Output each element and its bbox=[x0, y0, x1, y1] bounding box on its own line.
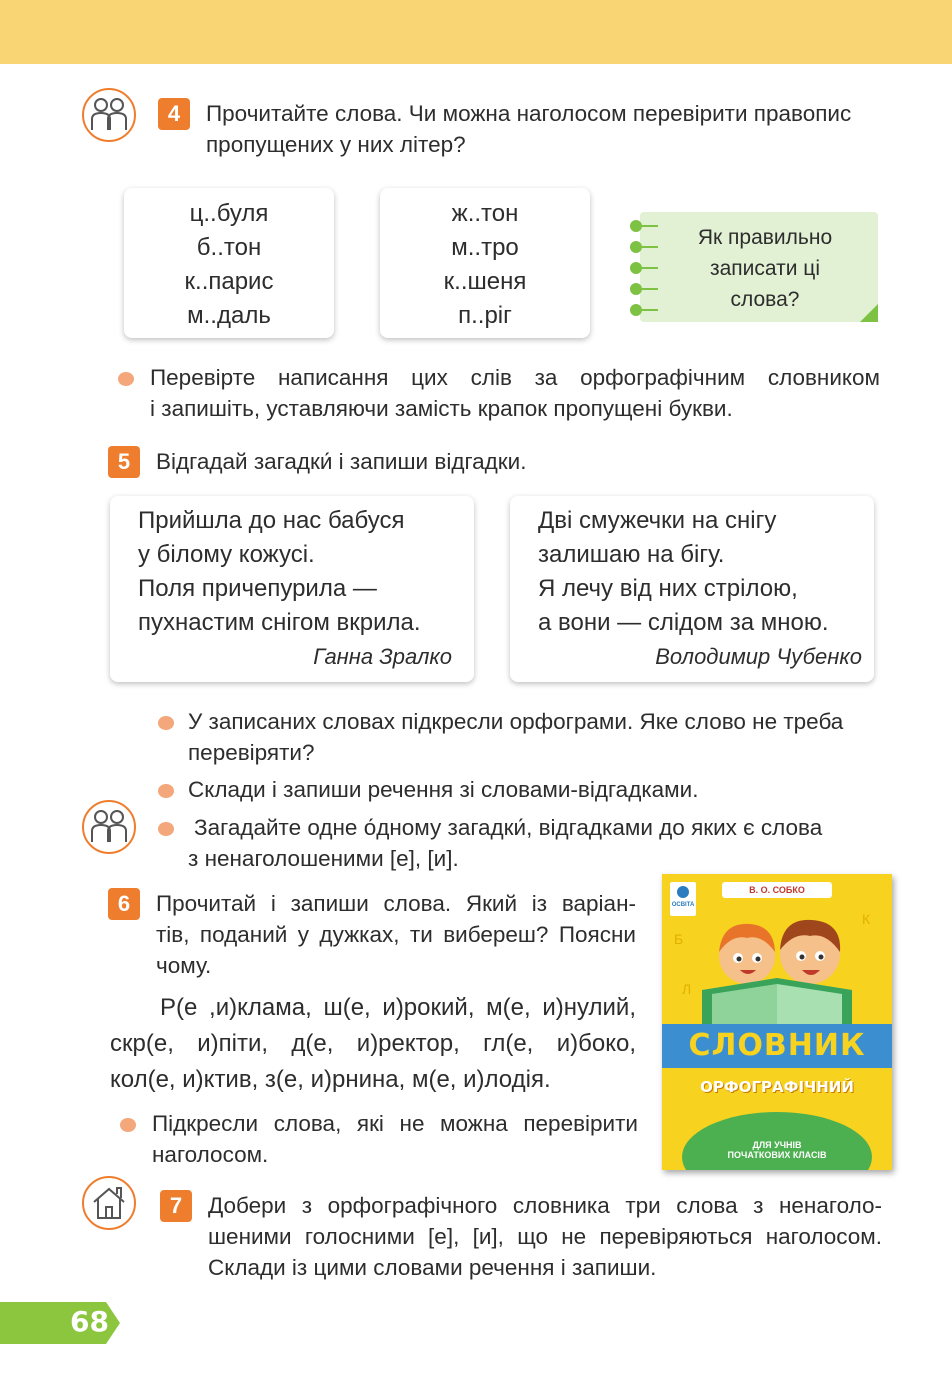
exercise-6-task-line-2: наголосом. bbox=[152, 1142, 269, 1167]
riddle-2-author: Володимир Чубенко bbox=[655, 644, 862, 669]
exercise-6-instruction bbox=[156, 888, 636, 981]
book-audience-line-2: ПОЧАТКОВИХ КЛАСІВ bbox=[727, 1150, 827, 1160]
header-band bbox=[0, 0, 952, 64]
riddle-card-1 bbox=[110, 496, 474, 682]
exercise-6-line-3: чому. bbox=[156, 953, 212, 978]
exercise-7-line-1: Добери з орфографічного словника три слова з ненаголо- bbox=[208, 1193, 882, 1218]
exercise-6-line-1: Прочитай і запиши слова. Який із варіан- bbox=[156, 891, 636, 916]
exercise-4-line-2: пропущених у них літер? bbox=[206, 132, 466, 157]
riddle-2-line: залишаю на бігу. bbox=[538, 541, 725, 568]
note-line: записати ці bbox=[709, 257, 820, 280]
riddle-card-2 bbox=[510, 496, 874, 682]
exercise-4-instruction bbox=[206, 98, 906, 160]
exercise-5-instruction: Відгадай загадки́ і запиши відгадки. bbox=[156, 449, 527, 474]
note-line: Як правильно bbox=[697, 226, 833, 249]
bullet-dot bbox=[158, 784, 174, 798]
book-author: В. О. СОБКО bbox=[722, 882, 832, 898]
bullet-dot bbox=[120, 1118, 136, 1132]
exercise-4-line-1: Прочитайте слова. Чи можна наголосом перевірити правопис bbox=[206, 101, 852, 126]
bullet-dot bbox=[118, 372, 134, 386]
pair-work-icon bbox=[82, 88, 136, 142]
word-card-1-item: б..тон bbox=[196, 234, 262, 261]
book-audience-line-1: ДЛЯ УЧНІВ bbox=[752, 1140, 802, 1150]
word-card-1 bbox=[124, 188, 334, 338]
word-card-2-item: м..тро bbox=[451, 234, 519, 261]
exercise-7-line-2: шеними голосними [е], [и], що не перевіряються наголосом. bbox=[208, 1224, 882, 1249]
question-note bbox=[640, 212, 878, 322]
svg-text:К: К bbox=[862, 911, 871, 927]
exercise-6-task-line-1: Підкресли слова, які не можна перевірити bbox=[152, 1111, 638, 1136]
book-publisher: ОСВІТА bbox=[671, 902, 695, 908]
word-card-2-item: к..шеня bbox=[443, 268, 527, 295]
pair-work-icon bbox=[82, 800, 136, 854]
riddle-1-line: Прийшла до нас бабуся bbox=[138, 507, 405, 534]
exercise-5-task-1-line-2: перевіряти? bbox=[188, 740, 315, 765]
note-binding-icon bbox=[630, 212, 664, 322]
word-card-1-item: ц..буля bbox=[189, 200, 269, 227]
page-number-tab bbox=[0, 1302, 120, 1344]
exercise-7-line-3: Склади із цими словами речення і запиши. bbox=[208, 1255, 657, 1280]
riddle-2-line: а вони — слідом за мною. bbox=[538, 609, 829, 636]
home-task-icon bbox=[82, 1176, 136, 1230]
children-reading-illustration bbox=[662, 894, 892, 1044]
word-card-1-item: м..даль bbox=[187, 302, 271, 329]
note-line: слова? bbox=[730, 288, 800, 311]
riddle-2-line: Дві смужечки на снігу bbox=[538, 507, 777, 534]
exercise-6-number: 6 bbox=[108, 888, 140, 920]
word-card-1-item: к..парис bbox=[184, 268, 274, 295]
exercise-4-task bbox=[150, 362, 880, 424]
word-card-2-item: п..ріг bbox=[458, 302, 512, 329]
exercise-6-line-2: тів, поданий у дужках, ти вибереш? Поясни bbox=[156, 922, 636, 947]
exercise-5-task-1-line-1: У записаних словах підкресли орфограми. Яке слово не треба bbox=[188, 709, 844, 734]
exercise-7-number: 7 bbox=[160, 1190, 192, 1222]
exercise-5-task-3-line-2: з ненаголошеними [е], [и]. bbox=[188, 846, 459, 871]
dictionary-book-cover bbox=[662, 874, 892, 1170]
exercise-7-instruction bbox=[208, 1190, 882, 1283]
exercise-6-words-line-1: Р(е ,и)клама, ш(е, и)рокий, м(е, и)нулий, bbox=[160, 994, 636, 1021]
note-corner-icon bbox=[860, 304, 878, 322]
exercise-4-task-line-2: і запишіть, уставляючи замість крапок пропущені букви. bbox=[150, 396, 733, 421]
page-number: 68 bbox=[70, 1305, 109, 1338]
bullet-dot bbox=[158, 822, 174, 836]
riddle-1-author: Ганна Зралко bbox=[313, 644, 452, 669]
book-badge bbox=[682, 1112, 872, 1170]
exercise-5-task-3-line-1: Загадайте одне о́дному загадки́, відгадками до яких є слова bbox=[194, 815, 823, 840]
book-title-band bbox=[662, 1024, 892, 1068]
exercise-5-task-1 bbox=[188, 706, 888, 768]
word-card-2 bbox=[380, 188, 590, 338]
exercise-6-task bbox=[152, 1108, 638, 1170]
bullet-dot bbox=[158, 716, 174, 730]
riddle-2-line: Я лечу від них стрілою, bbox=[538, 575, 798, 602]
exercise-4-number: 4 bbox=[158, 98, 190, 130]
exercise-6-words bbox=[110, 990, 636, 1098]
book-subtitle: ОРФОГРАФІЧНИЙ bbox=[700, 1078, 854, 1096]
book-title: СЛОВНИК bbox=[688, 1028, 866, 1063]
exercise-4-task-line-1: Перевірте написання цих слів за орфографічним словником bbox=[150, 365, 880, 390]
svg-text:Л: Л bbox=[682, 981, 692, 997]
exercise-6-words-line-2: скр(е, и)піти, д(е, и)ректор, гл(е, и)боко, bbox=[110, 1030, 636, 1057]
riddle-1-line: пухнастим снігом вкрила. bbox=[138, 609, 421, 636]
exercise-5-task-2: Склади і запиши речення зі словами-відгадками. bbox=[188, 777, 699, 802]
riddle-1-line: у білому кожусі. bbox=[138, 541, 315, 568]
word-card-2-item: ж..тон bbox=[451, 200, 519, 227]
exercise-5-task-3 bbox=[188, 812, 888, 874]
exercise-5-number: 5 bbox=[108, 446, 140, 478]
svg-text:Б: Б bbox=[674, 931, 684, 947]
riddle-1-line: Поля причепурила — bbox=[138, 575, 377, 602]
exercise-6-words-line-3: кол(е, и)ктив, з(е, и)рнина, м(е, и)лодія. bbox=[110, 1066, 551, 1093]
